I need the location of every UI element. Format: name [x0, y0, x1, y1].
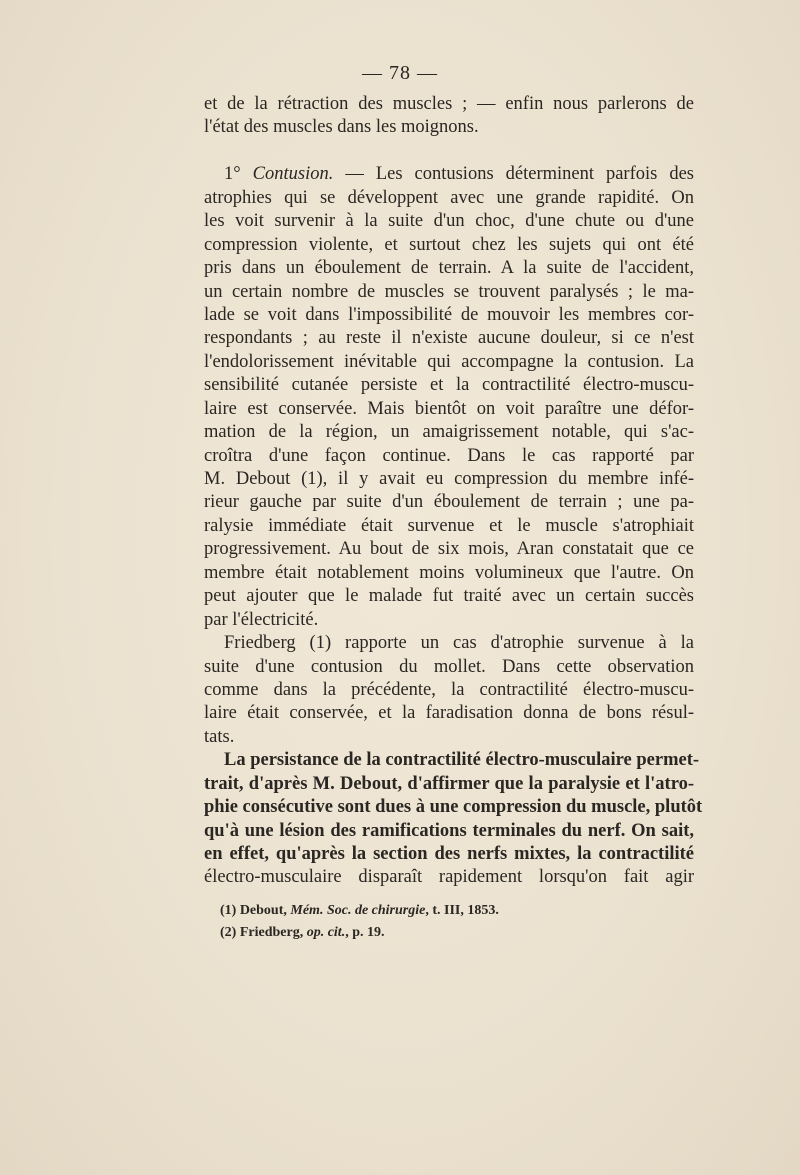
text-line: 1° Contusion. — Les contusions déterminent parfois des: [224, 164, 694, 185]
text-line: tats.: [204, 726, 235, 747]
text-line: et de la rétraction des muscles ; — enfin nous parlerons de: [204, 94, 694, 114]
text-line: peut ajouter que le malade fut traité avec un certain succès: [204, 586, 694, 607]
text-line: trait, d'après M. Debout, d'affirmer que la paralysie et l'atro-: [204, 773, 694, 794]
text-line: phie consécutive sont dues à une compression du muscle, plutôt: [204, 797, 703, 818]
text-line: pris dans un éboulement de terrain. A la suite de l'accident,: [204, 258, 694, 279]
text-line: croîtra d'une façon continue. Dans le cas rapporté par: [204, 445, 694, 466]
text-line: un certain nombre de muscles se trouvent paralysés ; le ma-: [204, 281, 694, 302]
text-line: par l'électricité.: [204, 609, 319, 630]
text-line: Friedberg (1) rapporte un cas d'atrophie survenue à la: [224, 633, 694, 654]
footnote-2: (2) Friedberg, op. cit., p. 19.: [220, 925, 385, 940]
text-line: comme dans la précédente, la contractilité électro-muscu-: [204, 679, 694, 700]
text-line: suite d'une contusion du mollet. Dans cette observation: [204, 656, 694, 677]
text-line: membre était notablement moins volumineux que l'autre. On: [204, 562, 694, 583]
text-line: respondants ; au reste il n'existe aucune douleur, si ce n'est: [204, 328, 694, 349]
text-line: électro-musculaire disparaît rapidement lorsqu'on fait agir: [204, 867, 694, 888]
text-line: mation de la région, un amaigrissement notable, qui s'ac-: [204, 422, 694, 443]
text-line: ralysie immédiate était survenue et le muscle s'atrophiait: [204, 515, 694, 536]
text-line: l'endolorissement inévitable qui accompagne la contusion. La: [204, 351, 694, 372]
text-line: qu'à une lésion des ramifications terminales du nerf. On sait,: [204, 820, 694, 841]
paragraph-gap: [204, 140, 694, 163]
text-line: rieur gauche par suite d'un éboulement de terrain ; une pa-: [204, 492, 694, 513]
text-line: compression violente, et surtout chez les sujets qui ont été: [204, 234, 694, 255]
text-line: les voit survenir à la suite d'un choc, d'une chute ou d'une: [204, 211, 694, 232]
footnote-1: (1) Debout, Mém. Soc. de chirurgie, t. III, 1853.: [220, 903, 499, 918]
text-line: en effet, qu'après la section des nerfs mixtes, la contractilité: [204, 844, 694, 864]
text-line: M. Debout (1), il y avait eu compression du membre infé-: [204, 469, 694, 489]
text-line: laire est conservée. Mais bientôt on voit paraître une défor-: [204, 398, 694, 419]
text-line: sensibilité cutanée persiste et la contractilité électro-muscu-: [204, 375, 694, 396]
text-line: lade se voit dans l'impossibilité de mouvoir les membres cor-: [204, 304, 694, 325]
text-line: progressivement. Au bout de six mois, Aran constatait que ce: [204, 539, 694, 560]
text-line: La persistance de la contractilité électro-musculaire permet-: [224, 750, 700, 771]
footnotes: [220, 900, 700, 944]
body-text: [204, 93, 703, 890]
text-line: atrophies qui se développent avec une grande rapidité. On: [204, 187, 694, 208]
text-line: l'état des muscles dans les moignons.: [204, 117, 479, 138]
text-line: laire était conservée, et la faradisation donna de bons résul-: [204, 703, 694, 724]
page-number: — 78 —: [362, 62, 438, 84]
